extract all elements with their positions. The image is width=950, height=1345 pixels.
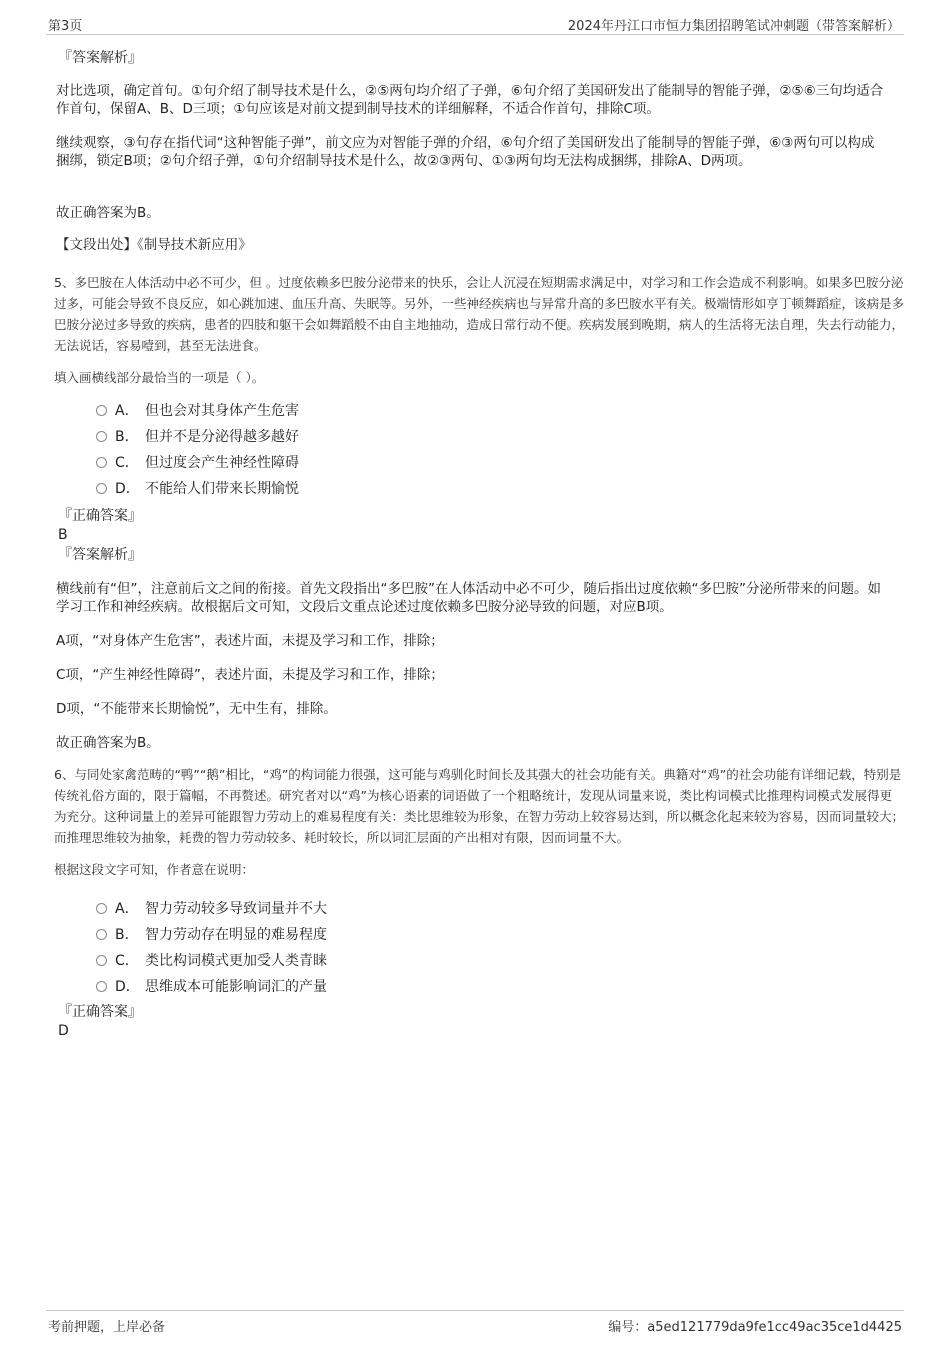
radio-icon[interactable] — [96, 981, 107, 992]
analysis-option-c: C项，“产生神经性障碍”，表述片面，未提及学习和工作，排除； — [56, 667, 444, 683]
correct-answer-label: 『正确答案』 — [58, 1004, 142, 1020]
footer-slogan: 考前押题，上岸必备 — [48, 1320, 166, 1335]
conclusion: 故正确答案为B。 — [56, 735, 160, 751]
correct-answer-label: 『正确答案』 — [58, 508, 142, 524]
question-5-option-d[interactable]: D． 不能给人们带来长期愉悦 — [96, 478, 299, 498]
page-footer — [46, 1310, 904, 1335]
radio-icon[interactable] — [96, 457, 107, 468]
question-5-option-b[interactable]: B． 但并不是分泌得越多越好 — [96, 426, 299, 446]
radio-icon[interactable] — [96, 431, 107, 442]
analysis-label: 『答案解析』 — [58, 547, 142, 563]
radio-icon[interactable] — [96, 955, 107, 966]
page-header — [46, 14, 904, 35]
question-6-text: 6、与同处家禽范畴的“鸭”“鹅”相比，“鸡”的构词能力很强，这可能与鸡驯化时间长及其强大的社会功能有关。典籍对“鸡”的社会功能有详细记载，特别是传统礼俗方面的，限于篇幅，不再赘述。研究者对以“鸡”为核心语素的词语做了一个粗略统计，发现从词量来说，类比构词模式比推理构词模式发展得更为充分。这种词量上的差异可能跟智力劳动上的难易程度有关：类比思维较为形象，在智力劳动上较容易达到，所以概念化起来较为容易，因而词量较大；而推理思维较为抽象，耗费的智力劳动较多、耗时较长，所以词汇层面的产出相对有限，因而词量不大。 — [54, 767, 905, 845]
analysis-paragraph: 对比选项，确定首句。①句介绍了制导技术是什么，②⑤两句均介绍了子弹，⑥句介绍了美国研发出了能制导的智能子弹，②⑤⑥三句均适合作首句，保留A、B、D三项；①句应该是对前文提到制导技术的详细解释，不适合作首句，排除C项。 — [56, 83, 884, 117]
question-6-option-b[interactable]: B． 智力劳动存在明显的难易程度 — [96, 924, 327, 944]
analysis-paragraph: 横线前有“但”，注意前后文之间的衔接。首先文段指出“多巴胺”在人体活动中必不可少，随后指出过度依赖“多巴胺”分泌所带来的问题。如学习工作和神经疾病。故根据后文可知，文段后文重点论述过度依赖多巴胺分泌导致的问题，对应B项。 — [56, 581, 881, 615]
question-5-prompt: 填入画横线部分最恰当的一项是（ ）。 — [54, 370, 265, 385]
question-6-option-d[interactable]: D． 思维成本可能影响词汇的产量 — [96, 976, 327, 996]
question-6-option-a[interactable]: A． 智力劳动较多导致词量并不大 — [96, 898, 327, 918]
analysis-paragraph: 继续观察，③句存在指代词“这种智能子弹”，前文应为对智能子弹的介绍，⑥句介绍了美国研发出了能制导的智能子弹，⑥③两句可以构成捆绑，锁定B项；②句介绍子弹，①句介绍制导技术是什么，故②③两句、①③两句均无法构成捆绑，排除A、D两项。 — [56, 135, 875, 169]
analysis-option-a: A项，“对身体产生危害”，表述片面，未提及学习和工作，排除； — [56, 633, 444, 649]
analysis-label: 『答案解析』 — [58, 50, 142, 66]
question-5-text: 5、多巴胺在人体活动中必不可少，但 。过度依赖多巴胺分泌带来的快乐，会让人沉浸在短期需求满足中，对学习和工作会造成不利影响。如果多巴胺分泌过多，可能会导致不良反应，如心跳加速、血压升高、失眠等。另外，一些神经疾病也与异常升高的多巴胺水平有关。极端情形如亨丁顿舞蹈症，该病是多巴胺分泌过多导致的疾病，患者的四肢和躯干会如舞蹈般不由自主地抽动，造成日常行动不便。疾病发展到晚期，病人的生活将无法自理，失去行动能力，无法说话，容易噎到，甚至无法进食。 — [54, 275, 905, 353]
correct-answer: B — [58, 527, 68, 543]
radio-icon[interactable] — [96, 929, 107, 940]
analysis-option-d: D项，“不能带来长期愉悦”，无中生有，排除。 — [56, 701, 337, 717]
document-id: 编号：a5ed121779da9fe1cc49ac35ce1d4425 — [608, 1320, 902, 1335]
document-title: 2024年丹江口市恒力集团招聘笔试冲刺题（带答案解析） — [567, 19, 900, 34]
question-6-option-c[interactable]: C． 类比构词模式更加受人类青睐 — [96, 950, 327, 970]
question-5-option-c[interactable]: C． 但过度会产生神经性障碍 — [96, 452, 299, 472]
question-6-prompt: 根据这段文字可知，作者意在说明： — [54, 862, 255, 877]
radio-icon[interactable] — [96, 903, 107, 914]
radio-icon[interactable] — [96, 483, 107, 494]
question-5-option-a[interactable]: A． 但也会对其身体产生危害 — [96, 400, 299, 420]
correct-answer: D — [58, 1023, 69, 1039]
radio-icon[interactable] — [96, 405, 107, 416]
source-citation: 【文段出处】《制导技术新应用》 — [56, 237, 252, 253]
page-number: 第3页 — [48, 19, 83, 34]
conclusion: 故正确答案为B。 — [56, 205, 160, 221]
